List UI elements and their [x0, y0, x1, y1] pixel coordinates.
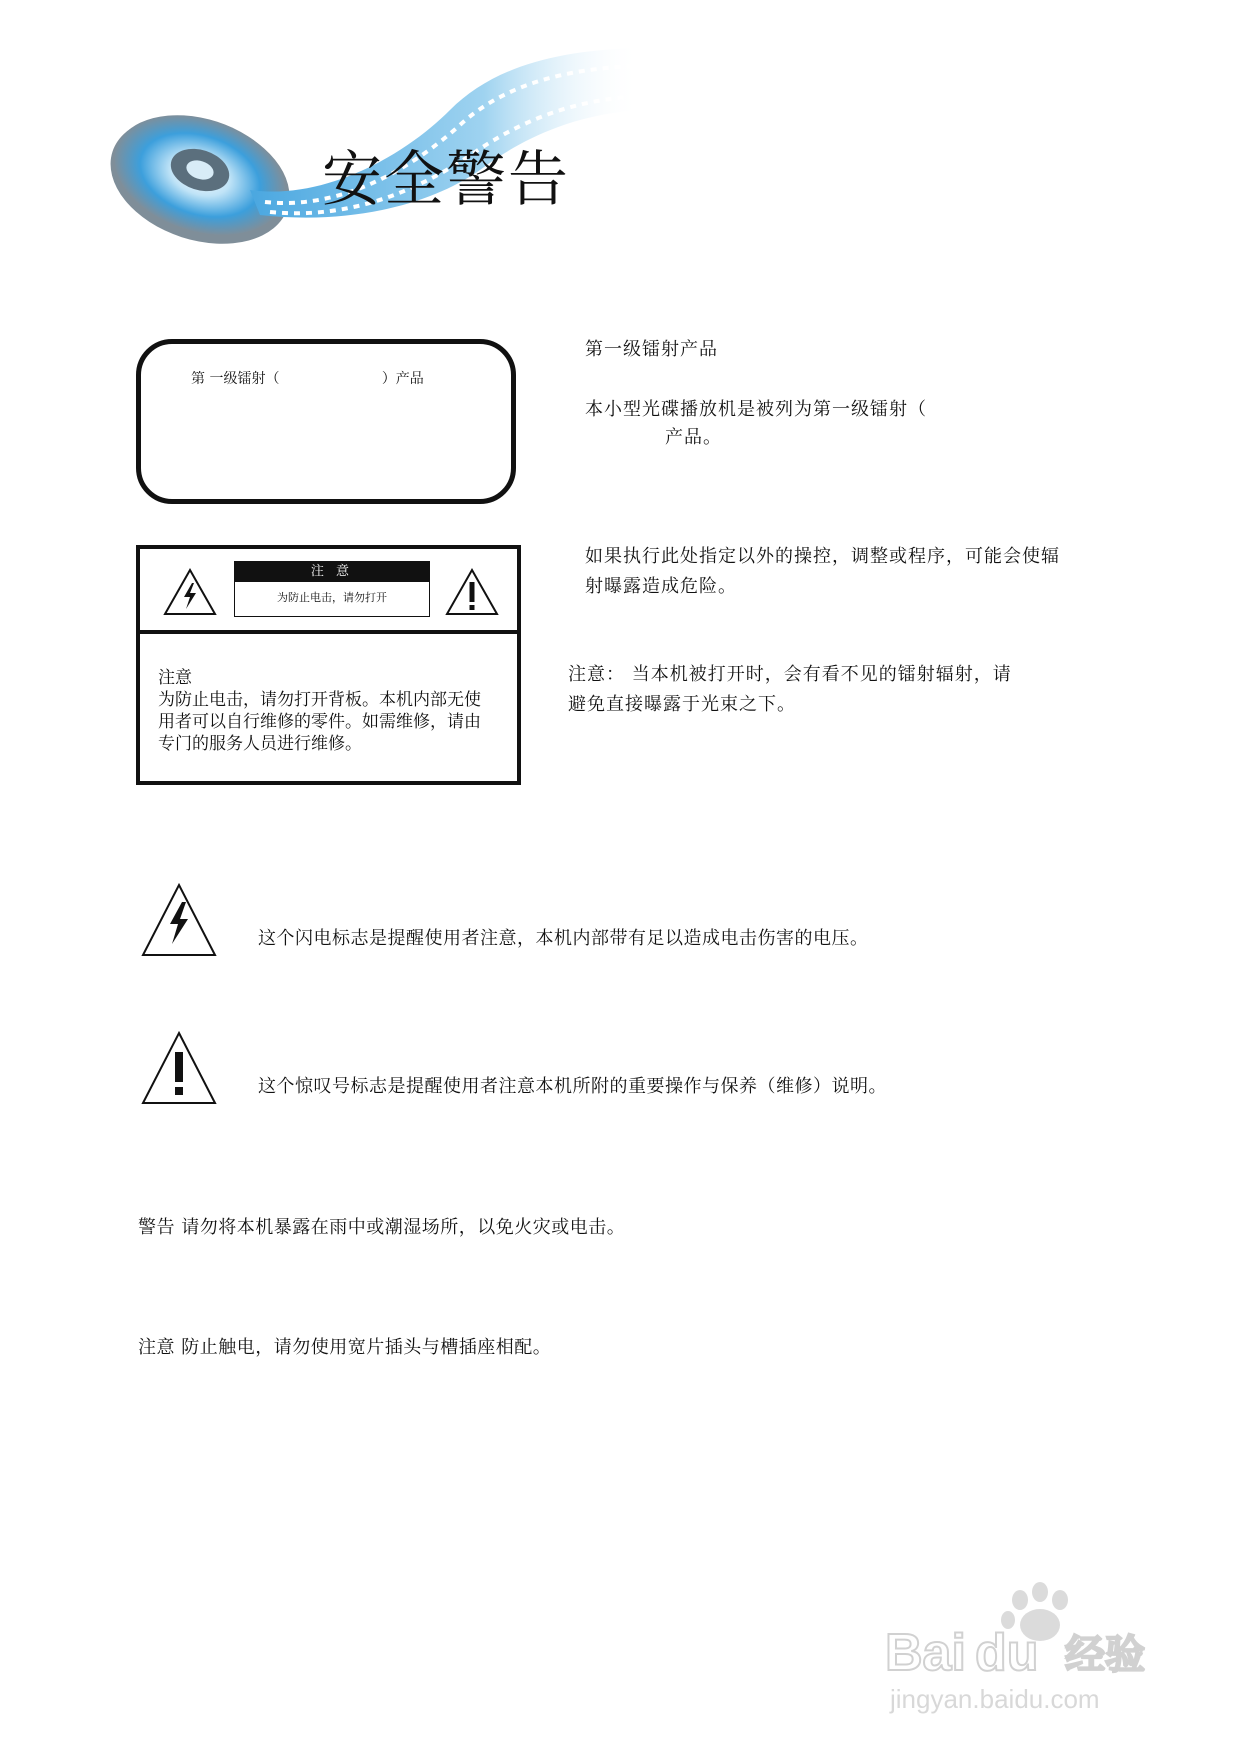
class1-line: 本小型光碟播放机是被列为第一级镭射（ — [585, 399, 927, 420]
caution-body-line: 用者可以自行维修的零件。如需维修，请由 — [158, 712, 481, 732]
caution-box — [136, 545, 521, 785]
plug-caution: 注意 防止触电，请勿使用宽片插头与槽插座相配。 — [138, 1337, 552, 1358]
caution-sticker — [234, 561, 430, 617]
caution-box-header — [140, 549, 517, 634]
svg-text:Bai: Bai — [885, 1624, 966, 1682]
label-box-text: 第 一级镭射（ ）产品 — [191, 371, 424, 387]
caution-sticker-text: 为防止电击，请勿打开 — [277, 591, 387, 604]
rain-warning: 警告 请勿将本机暴露在雨中或潮湿场所，以免火灾或电击。 — [138, 1217, 626, 1238]
laser-caution-line: 注意： 当本机被打开时，会有看不见的镭射辐射，请 — [568, 664, 1012, 685]
caution-body-line: 专门的服务人员进行维修。 — [158, 734, 362, 754]
caution-body-title: 注意 — [158, 668, 192, 688]
svg-text:jingyan.baidu.com: jingyan.baidu.com — [890, 1684, 1100, 1714]
page-title: 安全警告 — [322, 145, 570, 215]
caution-sticker-heading: 注 意 — [235, 562, 429, 582]
svg-text:经验: 经验 — [1065, 1632, 1145, 1678]
procedure-line: 射曝露造成危险。 — [585, 576, 737, 597]
lightning-explanation: 这个闪电标志是提醒使用者注意，本机内部带有足以造成电击伤害的电压。 — [258, 928, 869, 949]
exclamation-warning-icon — [444, 567, 500, 617]
laser-class-label-box — [136, 339, 516, 504]
lightning-warning-icon — [140, 882, 218, 958]
caution-body-line: 为防止电击，请勿打开背板。本机内部无使 — [158, 690, 481, 710]
baidu-watermark — [880, 1560, 1180, 1720]
exclamation-explanation: 这个惊叹号标志是提醒使用者注意本机所附的重要操作与保养（维修）说明。 — [258, 1076, 887, 1097]
baidu-paw-logo — [880, 1560, 1180, 1720]
procedure-line: 如果执行此处指定以外的操控，调整或程序，可能会使辐 — [585, 546, 1060, 567]
disc-icon — [100, 95, 306, 266]
laser-caution-line: 避免直接曝露于光束之下。 — [568, 694, 796, 715]
lightning-warning-icon — [162, 567, 218, 617]
svg-text:du: du — [975, 1624, 1039, 1682]
exclamation-warning-icon — [140, 1030, 218, 1106]
caution-box-body — [158, 667, 508, 755]
class1-line: 产品。 — [665, 427, 722, 448]
class1-heading: 第一级镭射产品 — [585, 339, 718, 360]
